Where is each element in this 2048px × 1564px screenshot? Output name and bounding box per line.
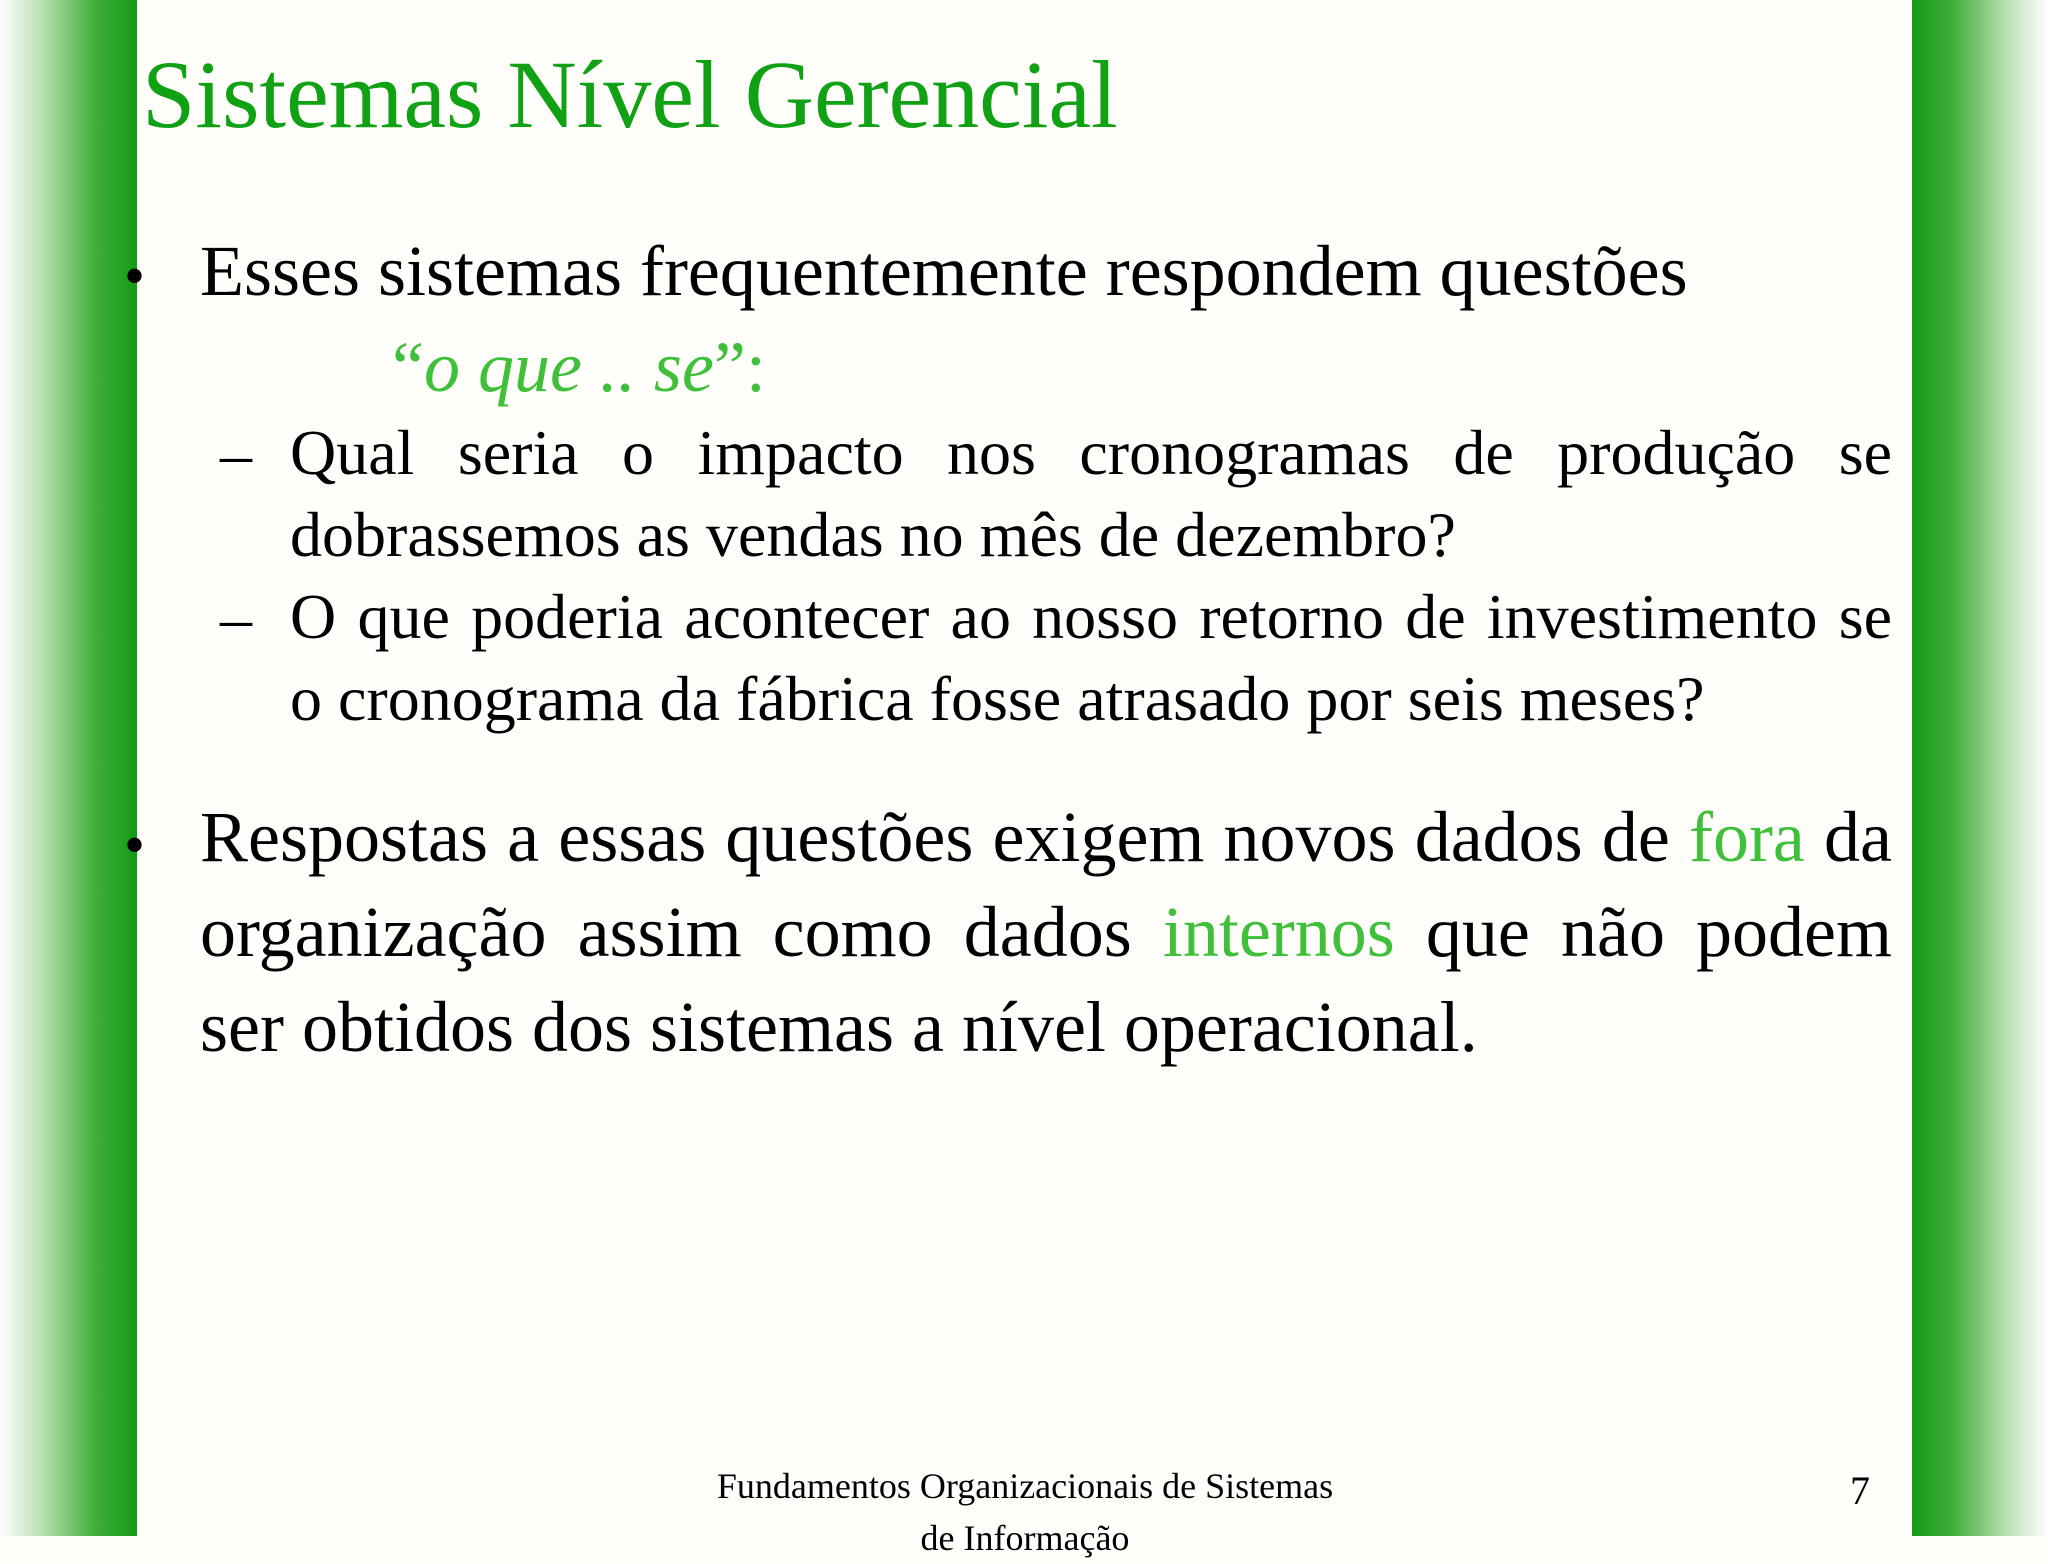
bullet-2-marker: • [124, 812, 146, 878]
subitem-1-text: Qual seria o impacto nos cronogramas de produção se dobrassemos as vendas no mês de dezembro? [290, 417, 1892, 570]
subitem-2-text: O que poderia acontecer ao nosso retorno de investimento se o cronograma da fábrica fosse atrasado por seis meses? [290, 581, 1892, 734]
bullet-2-text [200, 790, 1892, 1075]
highlight-internos: internos [1162, 892, 1395, 972]
quote-italic-text: o que .. se [423, 327, 714, 407]
bullet-1-text: Esses sistemas frequentemente respondem questões [200, 231, 1688, 311]
highlight-fora: fora [1688, 797, 1805, 877]
bullet-2-part1: Respostas a essas questões exigem novos dados de [200, 797, 1689, 877]
bullet-2-part3: que não podem ser obtidos dos sistemas a nível operacional. [200, 892, 1893, 1067]
page-number: 7 [1850, 1468, 1870, 1513]
quote-close: ”: [713, 327, 766, 407]
slide-title: Sistemas Nível Gerencial [142, 41, 1118, 148]
subitem-1-dash: – [220, 418, 252, 489]
bullet-2-part2: da organização assim como dados [200, 797, 1892, 972]
subitem-2-dash: – [220, 582, 252, 653]
left-green-border [0, 0, 137, 1536]
bullet-1-marker: • [124, 243, 146, 309]
right-green-border [1912, 0, 2048, 1536]
bullet-1-quote [392, 322, 766, 412]
quote-open: “ [392, 327, 424, 407]
slide-footer: Fundamentos Organizacionais de Sistemas de Informação [716, 1466, 1334, 1558]
